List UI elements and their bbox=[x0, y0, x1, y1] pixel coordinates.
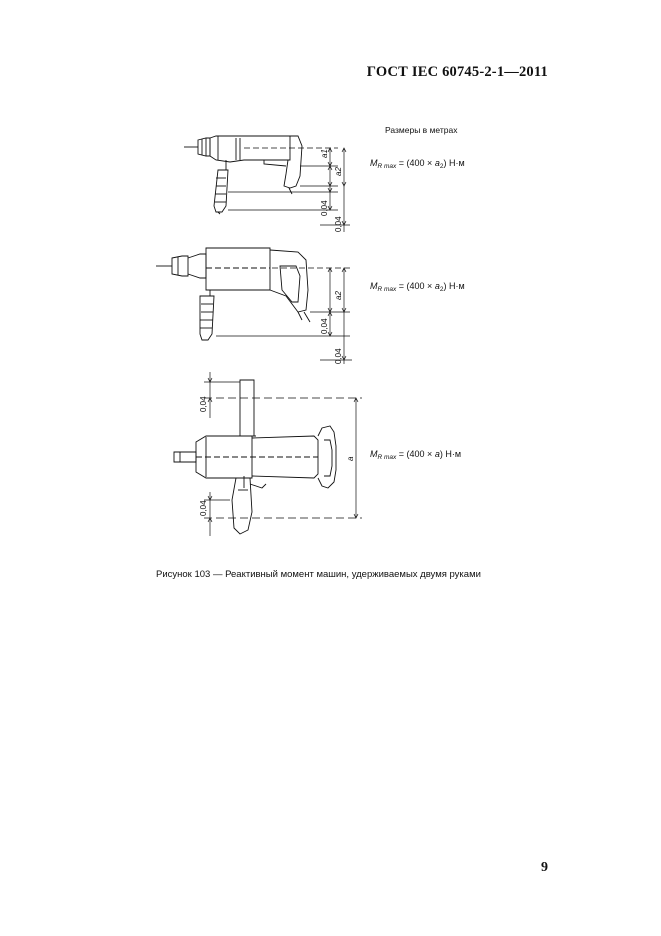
dim-label-a: a bbox=[346, 456, 355, 461]
dim-label-offset-1a: 0,04 bbox=[320, 200, 329, 216]
figure-caption: Рисунок 103 — Реактивный момент машин, удерживаемых двумя руками bbox=[156, 569, 481, 580]
document-header: ГОСТ IEC 60745-2-1—2011 bbox=[366, 64, 548, 80]
units-note: Размеры в метрах bbox=[385, 125, 458, 135]
drill-1-dimensions bbox=[228, 148, 350, 232]
page-number: 9 bbox=[541, 860, 548, 875]
dim-label-offset-3a: 0,04 bbox=[199, 396, 208, 412]
dim-label-offset-1b: 0,04 bbox=[334, 216, 343, 232]
dim-label-a2-mid: a2 bbox=[334, 291, 343, 300]
dim-label-a2-top: a2 bbox=[334, 167, 343, 176]
dim-label-offset-2b: 0,04 bbox=[334, 348, 343, 364]
formula-drill-2: $M_{R max} = (400 \times a_2)$ Н·м bbox=[370, 281, 465, 293]
formula-drill-1: $M_{R max} = (400 \times a_2)$ Н·м bbox=[370, 158, 465, 170]
dim-label-a1: a1 bbox=[320, 149, 329, 158]
drill-2-illustration bbox=[156, 248, 310, 340]
dim-label-offset-2a: 0,04 bbox=[320, 318, 329, 334]
formula-drill-3: $M_{R max} = (400 \times a)$ Н·м bbox=[370, 449, 462, 461]
drill-2-dimensions bbox=[216, 268, 352, 364]
dim-label-offset-3b: 0,04 bbox=[199, 500, 208, 516]
drill-3-dimensions bbox=[204, 372, 362, 536]
